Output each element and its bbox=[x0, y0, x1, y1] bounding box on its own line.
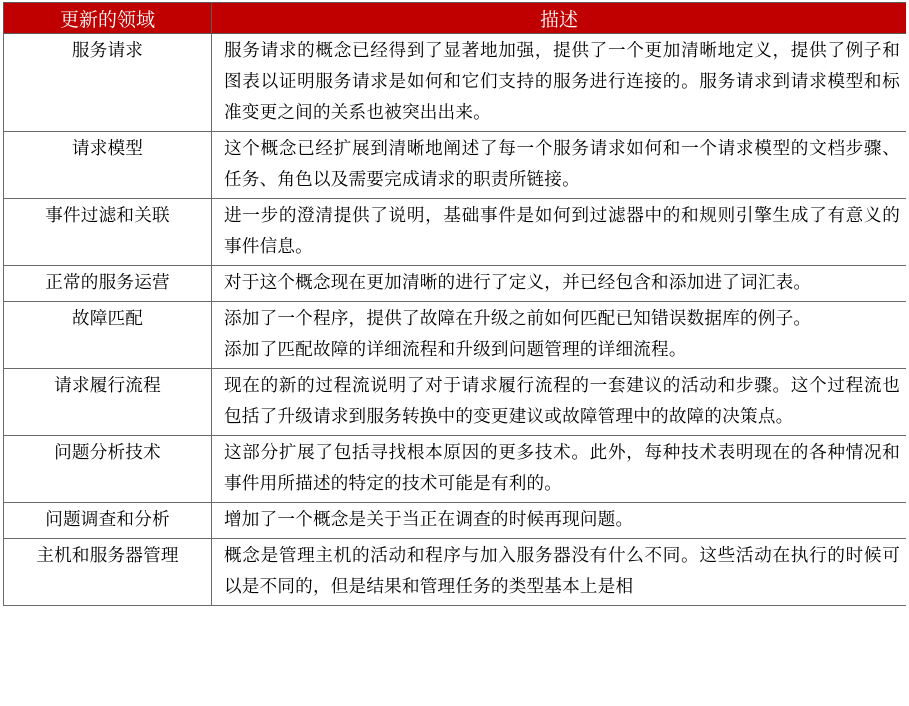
description-paragraph: 进一步的澄清提供了说明，基础事件是如何到过滤器中的和规则引擎生成了有意义的事件信息。 bbox=[224, 206, 900, 257]
description-cell bbox=[212, 539, 907, 606]
table-row bbox=[4, 132, 907, 199]
description-cell bbox=[212, 302, 907, 369]
update-areas-table-wrapper bbox=[3, 2, 906, 706]
description-paragraph: 这个概念已经扩展到清晰地阐述了每一个服务请求如何和一个请求模型的文档步骤、任务、角色以及需要完成请求的职责所链接。 bbox=[224, 139, 900, 190]
description-cell bbox=[212, 503, 907, 539]
description-paragraph: 这部分扩展了包括寻找根本原因的更多技术。此外，每种技术表明现在的各种情况和事件用所描述的特定的技术可能是有利的。 bbox=[224, 443, 900, 494]
update-areas-table bbox=[3, 2, 906, 606]
area-cell: 请求模型 bbox=[4, 132, 212, 199]
header-row bbox=[4, 3, 907, 34]
table-row bbox=[4, 199, 907, 266]
description-cell bbox=[212, 369, 907, 436]
area-cell: 故障匹配 bbox=[4, 302, 212, 369]
header-description: 描述 bbox=[212, 3, 907, 34]
area-cell: 正常的服务运营 bbox=[4, 266, 212, 302]
area-cell: 请求履行流程 bbox=[4, 369, 212, 436]
area-cell: 问题分析技术 bbox=[4, 436, 212, 503]
description-paragraph: 添加了匹配故障的详细流程和升级到问题管理的详细流程。 bbox=[224, 340, 687, 360]
area-cell: 事件过滤和关联 bbox=[4, 199, 212, 266]
description-paragraph: 概念是管理主机的活动和程序与加入服务器没有什么不同。这些活动在执行的时候可以是不同的，但是结果和管理任务的类型基本上是相 bbox=[224, 546, 900, 597]
description-paragraph: 对于这个概念现在更加清晰的进行了定义，并已经包含和添加进了词汇表。 bbox=[224, 273, 812, 293]
description-paragraph: 增加了一个概念是关于当正在调查的时候再现问题。 bbox=[224, 510, 634, 530]
table-row bbox=[4, 369, 907, 436]
description-cell bbox=[212, 199, 907, 266]
table-row bbox=[4, 436, 907, 503]
area-cell: 问题调查和分析 bbox=[4, 503, 212, 539]
table-row bbox=[4, 34, 907, 132]
description-cell bbox=[212, 34, 907, 132]
description-cell bbox=[212, 266, 907, 302]
description-paragraph: 服务请求的概念已经得到了显著地加强，提供了一个更加清晰地定义，提供了例子和图表以证明服务请求是如何和它们支持的服务进行连接的。服务请求到请求模型和标准变更之间的关系也被突出出来。 bbox=[224, 41, 900, 123]
description-paragraph: 添加了一个程序，提供了故障在升级之前如何匹配已知错误数据库的例子。 bbox=[224, 309, 812, 329]
table-row bbox=[4, 302, 907, 369]
table-row bbox=[4, 266, 907, 302]
area-cell: 主机和服务器管理 bbox=[4, 539, 212, 606]
header-area: 更新的领域 bbox=[4, 3, 212, 34]
area-cell: 服务请求 bbox=[4, 34, 212, 132]
description-cell bbox=[212, 132, 907, 199]
table-row bbox=[4, 503, 907, 539]
description-paragraph: 现在的新的过程流说明了对于请求履行流程的一套建议的活动和步骤。这个过程流也包括了升级请求到服务转换中的变更建议或故障管理中的故障的决策点。 bbox=[224, 376, 900, 427]
table-row bbox=[4, 539, 907, 606]
description-cell bbox=[212, 436, 907, 503]
